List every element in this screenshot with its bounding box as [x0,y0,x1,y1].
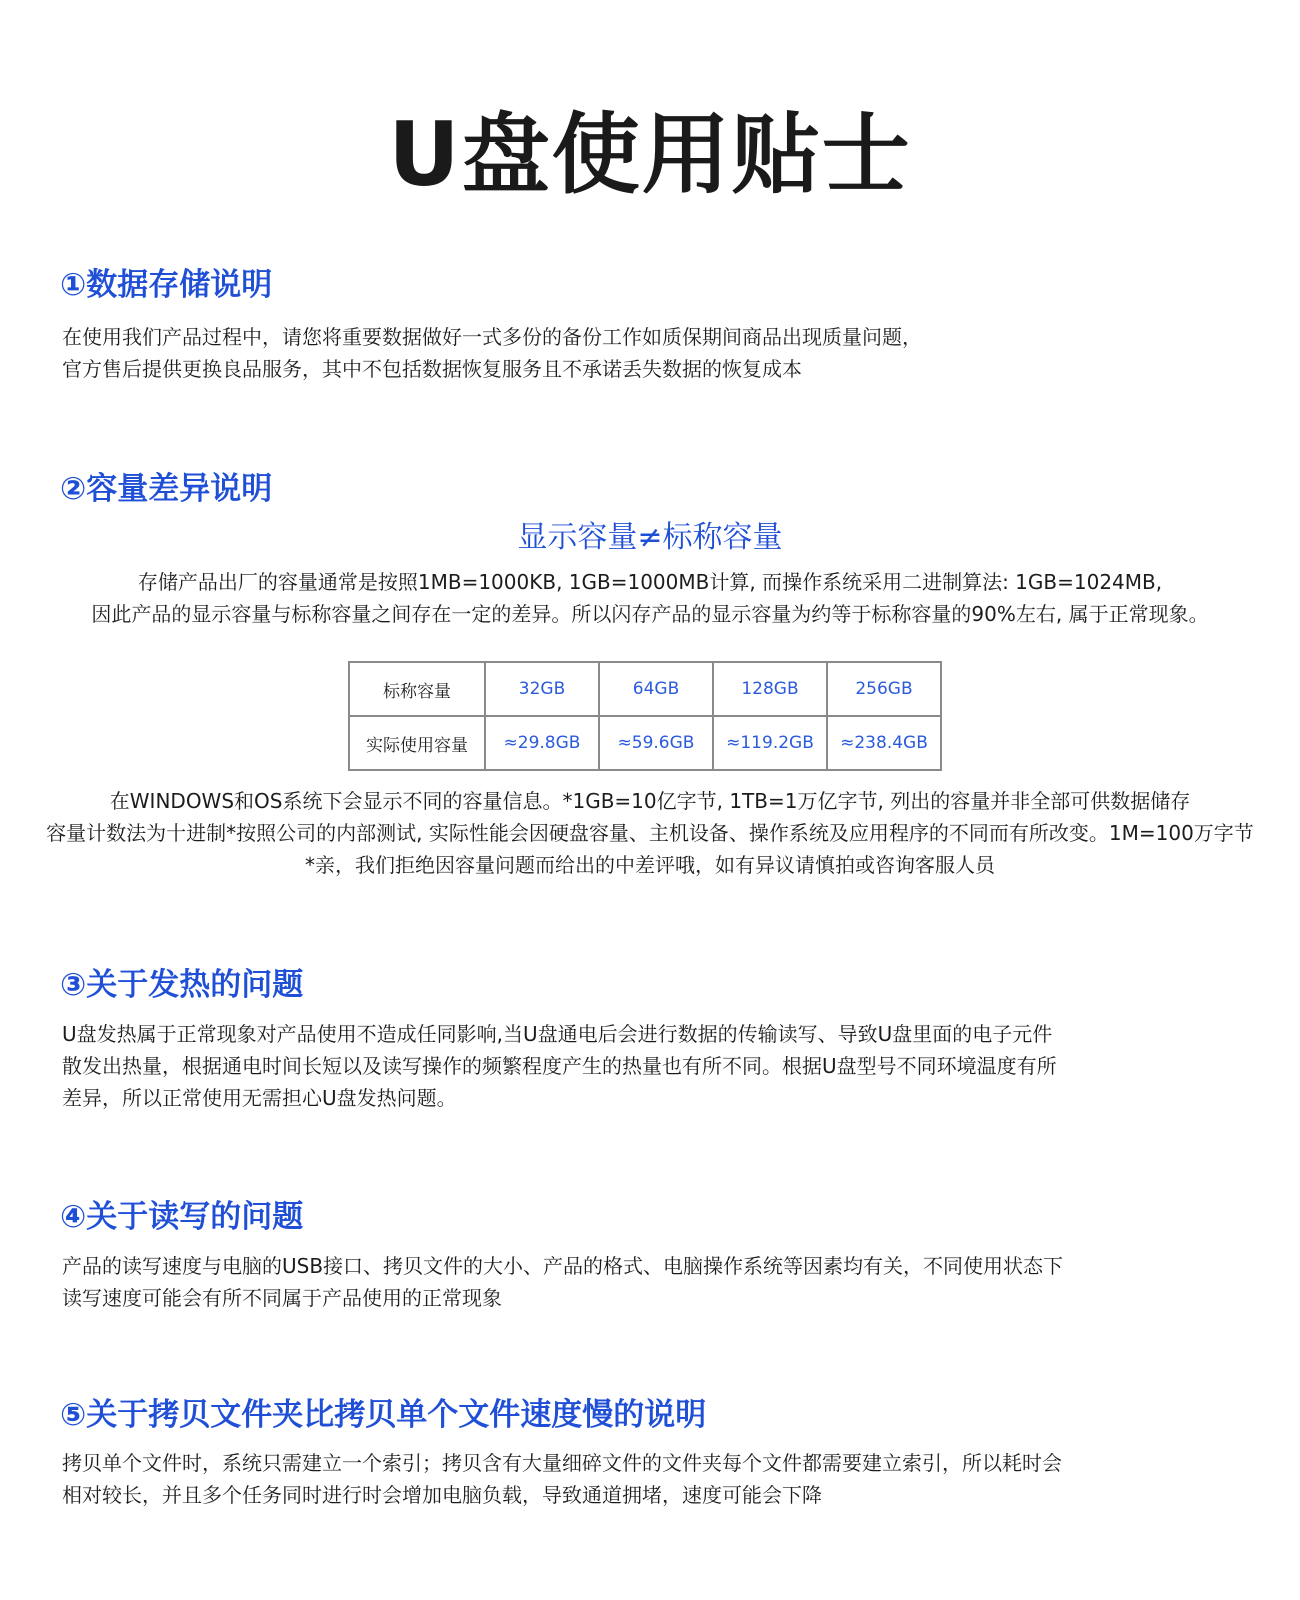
section-heading-heat: ③关于发热的问题 [60,967,304,1003]
intro-line: 因此产品的显示容量与标称容量之间存在一定的差异。所以闪存产品的显示容量为约等于标称容量的90%左右, 属于正常现象。 [91,602,1209,626]
body-line: 散发出热量，根据通电时间长短以及读写操作的频繁程度产生的热量也有所不同。根据U盘型号不同环境温度有所 [62,1054,1057,1078]
table-cell: 128GB [713,662,827,716]
section-body-read-write [62,1250,1262,1314]
capacity-intro [0,566,1300,630]
body-line: 读写速度可能会有所不同属于产品使用的正常现象 [62,1286,502,1310]
section-body-heat [62,1018,1262,1114]
table-row-label: 标称容量 [349,662,485,716]
note-line: 在WINDOWS和OS系统下会显示不同的容量信息。*1GB=10亿字节, 1TB=1万亿字节, 列出的容量并非全部可供数据储存 [109,789,1191,813]
table-cell: ≈238.4GB [827,716,941,770]
body-line: 差异，所以正常使用无需担心U盘发热问题。 [62,1086,457,1110]
intro-line: 存储产品出厂的容量通常是按照1MB=1000KB, 1GB=1000MB计算, 而操作系统采用二进制算法: 1GB=1024MB, [137,570,1163,594]
table-row-label: 实际使用容量 [349,716,485,770]
capacity-subheading: 显示容量≠标称容量 [517,520,783,555]
section-body-data-storage [62,321,1262,385]
table-cell: ≈29.8GB [485,716,599,770]
body-line: 产品的读写速度与电脑的USB接口、拷贝文件的大小、产品的格式、电脑操作系统等因素均有关，不同使用状态下 [62,1254,1064,1278]
note-line: 容量计数法为十进制*按照公司的内部测试, 实际性能会因硬盘容量、主机设备、操作系统及应用程序的不同而有所改变。1M=100万字节 [46,821,1254,845]
capacity-notes [0,785,1300,881]
section-heading-capacity: ②容量差异说明 [60,471,273,507]
body-line: 拷贝单个文件时，系统只需建立一个索引；拷贝含有大量细碎文件的文件夹每个文件都需要建立索引，所以耗时会 [62,1451,1062,1475]
section-heading-data-storage: ①数据存储说明 [60,267,273,303]
table-cell: 32GB [485,662,599,716]
capacity-table [348,661,942,771]
section-body-folder-copy [62,1447,1262,1511]
note-line: *亲，我们拒绝因容量问题而给出的中差评哦，如有异议请慎拍或咨询客服人员 [305,853,995,877]
body-line: 官方售后提供更换良品服务，其中不包括数据恢复服务且不承诺丢失数据的恢复成本 [62,357,802,381]
table-cell: 64GB [599,662,713,716]
body-line: 相对较长，并且多个任务同时进行时会增加电脑负载，导致通道拥堵，速度可能会下降 [62,1483,822,1507]
body-line: U盘发热属于正常现象对产品使用不造成任同影响,当U盘通电后会进行数据的传输读写、导致U盘里面的电子元件 [62,1022,1053,1046]
table-cell: 256GB [827,662,941,716]
section-heading-read-write: ④关于读写的问题 [60,1199,304,1235]
body-line: 在使用我们产品过程中，请您将重要数据做好一式多份的备份工作如质保期间商品出现质量问题， [62,325,922,349]
table-cell: ≈119.2GB [713,716,827,770]
page-title: U盘使用贴士 [388,103,912,206]
section-heading-folder-copy: ⑤关于拷贝文件夹比拷贝单个文件速度慢的说明 [60,1397,707,1433]
table-row-nominal [349,662,941,716]
table-row-actual [349,716,941,770]
table-cell: ≈59.6GB [599,716,713,770]
